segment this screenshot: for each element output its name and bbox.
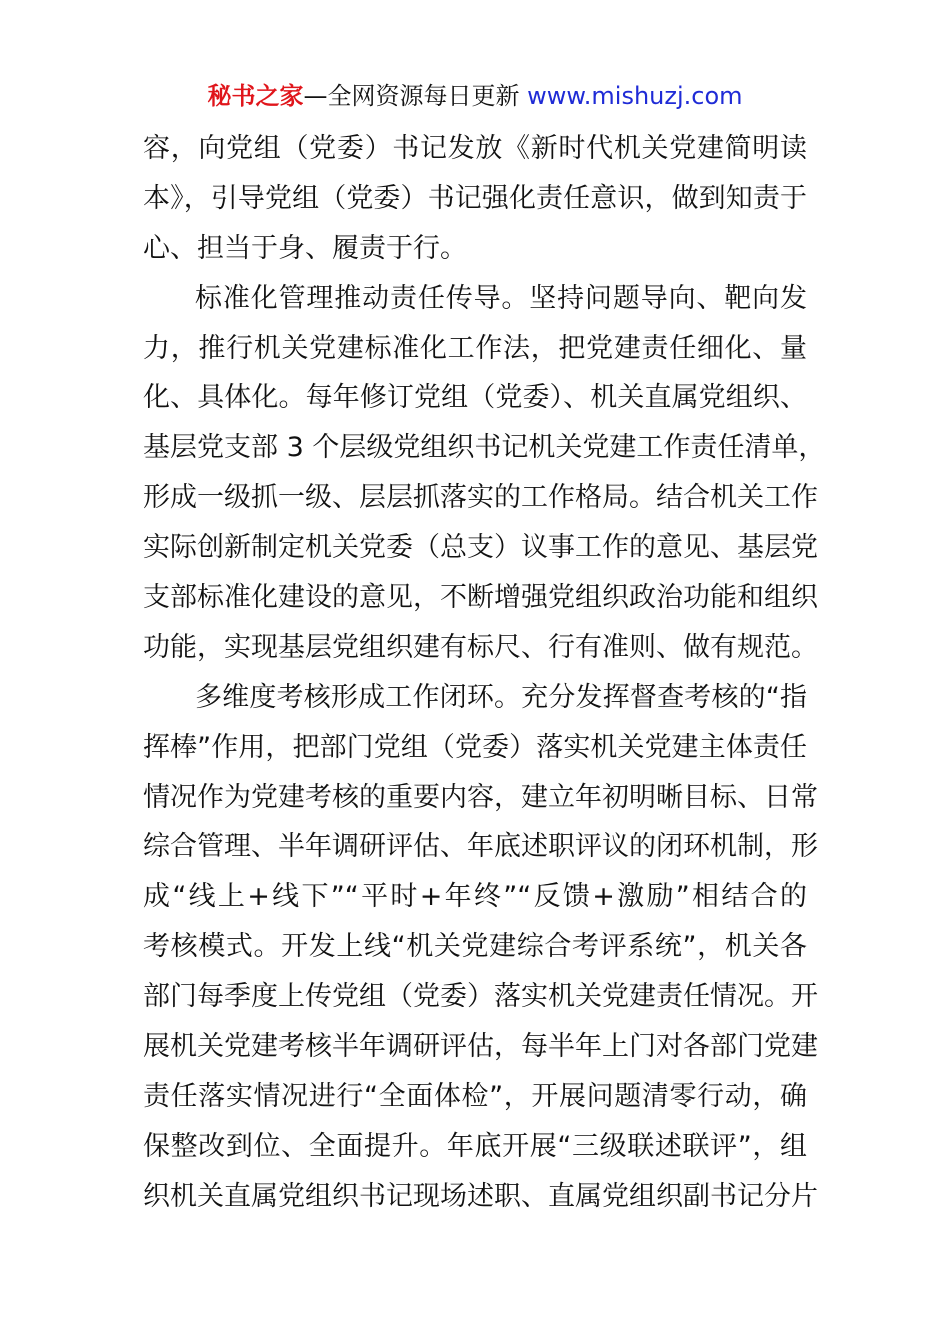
text-line: 实际创新制定机关党委（总支）议事工作的意见、基层党 <box>143 532 818 564</box>
site-brand: 秘书之家 <box>207 82 304 110</box>
site-header <box>0 80 950 112</box>
site-tagline: —全网资源每日更新 <box>303 82 528 110</box>
text-line: 力，推行机关党建标准化工作法，把党建责任细化、量 <box>143 332 807 364</box>
text-line: 考核模式。开发上线“机关党建综合考评系统”，机关各 <box>143 931 807 963</box>
text-line: 成“线上+线下”“平时+年终”“反馈+激励”相结合的 <box>143 881 807 913</box>
text-line: 支部标准化建设的意见，不断增强党组织政治功能和组织 <box>143 582 818 614</box>
text-line: 情况作为党建考核的重要内容，建立年初明晰目标、日常 <box>143 781 818 813</box>
text-line: 容，向党组（党委）书记发放《新时代机关党建简明读 <box>143 133 807 164</box>
article-body <box>143 124 826 1222</box>
text-line: 心、担当于身、履责于行。 <box>143 232 467 264</box>
paragraph-heading-line: 标准化管理推动责任传导。坚持问题导向、靶向发 <box>195 282 807 314</box>
text-line: 部门每季度上传党组（党委）落实机关党建责任情况。开 <box>143 981 818 1013</box>
text-line: 综合管理、半年调研评估、年底述职评议的闭环机制，形 <box>143 831 818 863</box>
text-line: 功能，实现基层党组织建有标尺、行有准则、做有规范。 <box>143 631 818 663</box>
text-line: 挥棒”作用，把部门党组（党委）落实机关党建主体责任 <box>143 731 807 763</box>
text-line: 保整改到位、全面提升。年底开展“三级联述联评”，组 <box>143 1130 807 1162</box>
text-line: 基层党支部 3 个层级党组织书记机关党建工作责任清单， <box>143 432 826 464</box>
text-line: 化、具体化。每年修订党组（党委）、机关直属党组织、 <box>143 382 807 414</box>
text-line: 形成一级抓一级、层层抓落实的工作格局。结合机关工作 <box>143 482 818 514</box>
text-line: 责任落实情况进行“全面体检”，开展问题清零行动，确 <box>143 1080 807 1112</box>
text-line: 展机关党建考核半年调研评估，每半年上门对各部门党建 <box>143 1031 818 1063</box>
paragraph-heading-line: 多维度考核形成工作闭环。充分发挥督查考核的“指 <box>195 681 807 713</box>
text-line: 织机关直属党组织书记现场述职、直属党组织副书记分片 <box>143 1180 818 1212</box>
site-url-link[interactable]: www.mishuzj.com <box>527 82 743 110</box>
text-line: 本》，引导党组（党委）书记强化责任意识，做到知责于 <box>143 182 807 214</box>
